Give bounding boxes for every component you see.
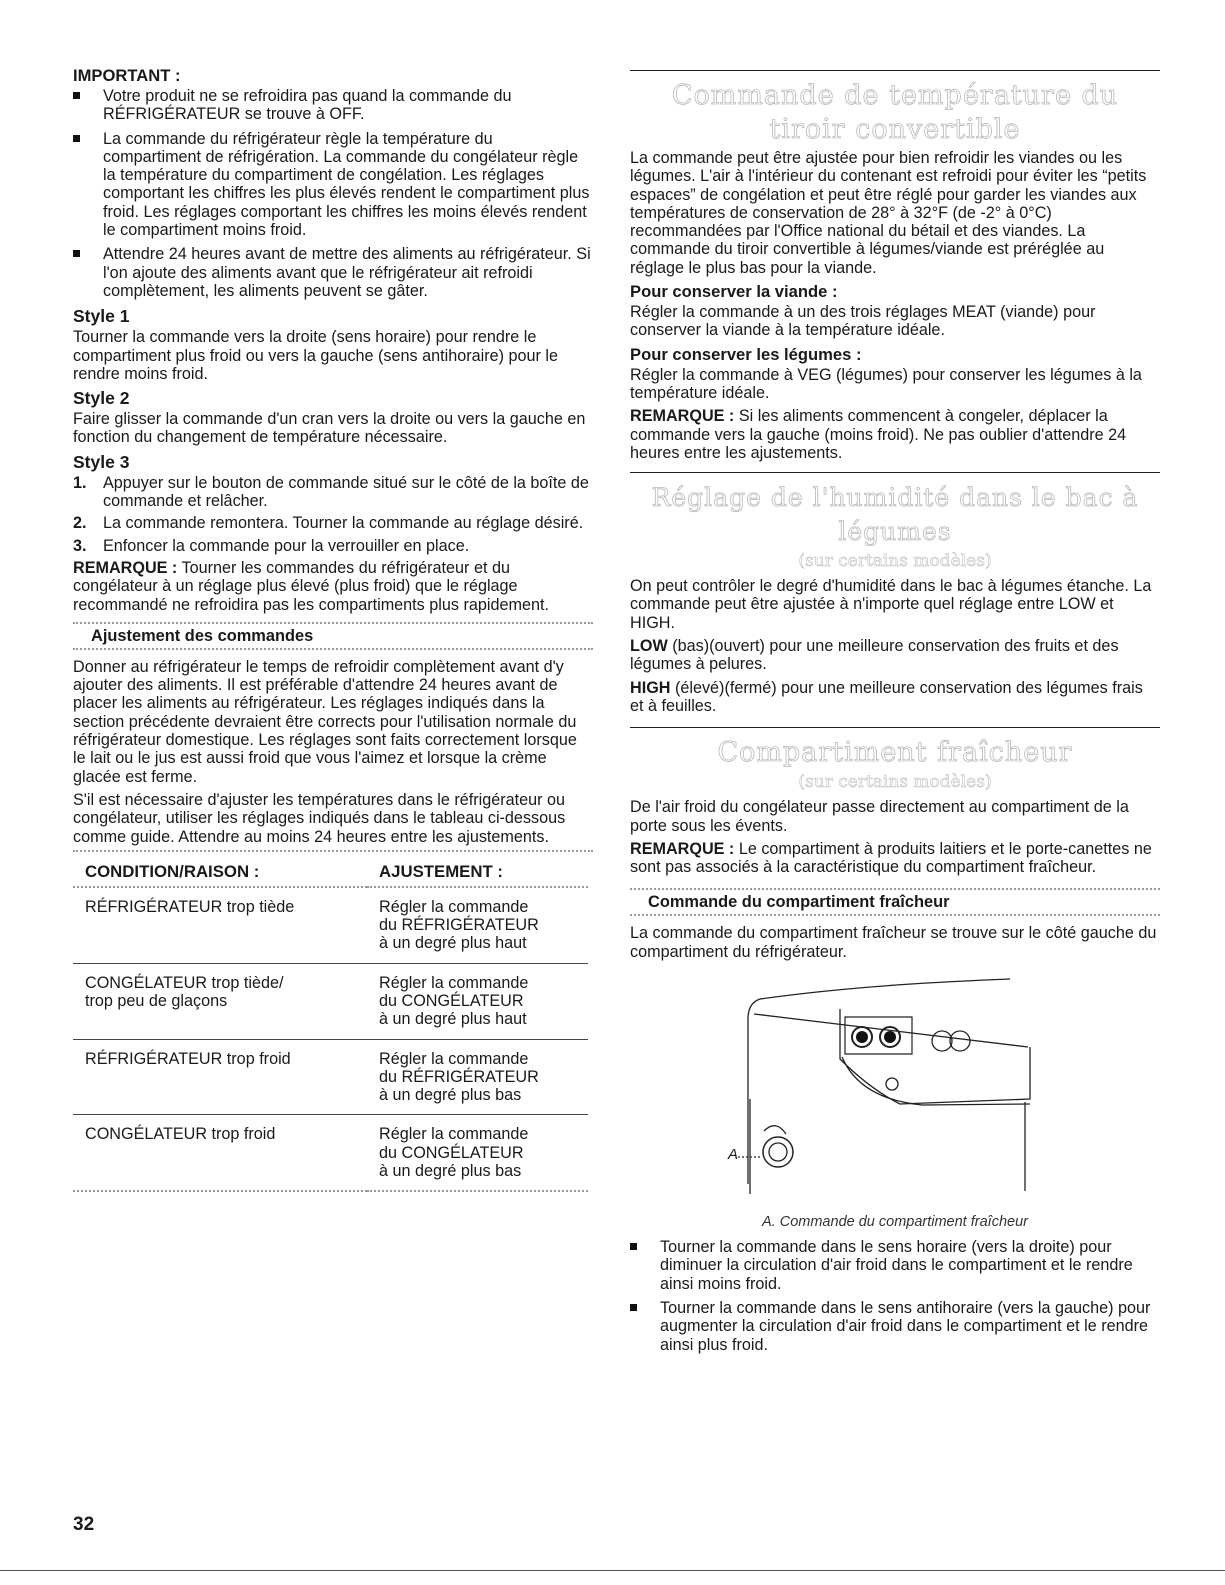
table-cell: CONGÉLATEUR trop froid [73,1115,367,1191]
page-bottom-rule [0,1570,1225,1571]
viande-heading: Pour conserver la viande : [630,282,838,302]
table-row [73,963,588,1039]
bullet-icon [73,92,80,99]
list-item: Attendre 24 heures avant de mettre des aliments au réfrigérateur. Si l'on ajoute des aliments avant que le réfrigérateur ait refroidi complètement, les aliments peuvent se gâter. [73,245,593,300]
list-item: La commande du réfrigérateur règle la température du compartiment de réfrigération. La commande du congélateur règle la température du compartiment de congélation. Les réglages comportant les chiffres les plus élevés rendent le compartiment plus froid. Les réglages comportant les chiffres les moins élevés rendent le compartiment moins froid. [73,130,593,240]
table-header-row [73,858,588,887]
legumes-text: Régler la commande à VEG (légumes) pour conserver les légumes à la température idéale. [630,365,1142,402]
section-rule [630,70,1160,71]
table-cell: Régler la commande du RÉFRIGÉRATEUR à un degré plus haut [367,887,588,963]
list-item: 3. Enfoncer la commande pour la verrouiller en place. [73,536,470,555]
list-item: 1. Appuyer sur le bouton de commande situé sur le côté de la boîte de commande et relâcher. [73,473,589,511]
section-title-humidite: Réglage de l'humidité dans le bac à légumes [651,483,1139,547]
bullet-icon [630,1243,637,1250]
fraicheur-bullets [630,1238,1160,1354]
style3-heading: Style 3 [73,451,130,472]
section-title-tiroir: Commande de température du tiroir convertible [671,80,1119,145]
table-cell: RÉFRIGÉRATEUR trop froid [73,1039,367,1115]
table-cell: RÉFRIGÉRATEUR trop tiède [73,887,367,963]
important-heading: IMPORTANT : [73,66,181,85]
section-rule [630,472,1160,473]
important-list [73,87,593,300]
left-column [73,66,593,1192]
legumes-heading: Pour conserver les légumes : [630,344,862,364]
figure-caption: A. Commande du compartiment fraîcheur [762,1214,1028,1231]
list-item: Tourner la commande dans le sens horaire (vers la droite) pour diminuer la circulation d'air froid dans le compartiment et le rendre ainsi moins froid. [630,1238,1160,1293]
tiroir-paragraph: La commande peut être ajustée pour bien refroidir les viandes ou les légumes. L'air à l'intérieur du contenant est refroidi pour éviter les “petits espaces” de congélation et peut être réglé pour garder les viandes aux températures de conservation de 28° à 32°F (de -2° à 0°C) recommandées par l'Office national du bétail et des viandes. La commande du tiroir convertible à légumes/viande est préréglée au réglage le plus bas pour la viande. [630,149,1147,277]
figure-label-a: A [728,1146,739,1164]
col-header-condition: CONDITION/RAISON : [73,858,367,887]
viande-text: Régler la commande à un des trois réglages MEAT (viande) pour conserver la viande à la température idéale. [630,303,1096,340]
adjustment-table [73,858,588,1193]
bullet-icon [73,135,80,142]
page-number: 32 [73,1514,95,1535]
table-row [73,1115,588,1191]
refrigerator-control-illustration [630,969,1150,1214]
col-header-ajustement: AJUSTEMENT : [367,858,588,887]
style3-steps [73,474,593,555]
style1-heading: Style 1 [73,306,130,327]
remarque-paragraph: REMARQUE : Le compartiment à produits laitiers et le porte-canettes ne sont pas associés à la caractéristique du compartiment fraîcheur. [630,839,1152,877]
style2-text: Faire glisser la commande d'un cran vers la droite ou vers la gauche en fonction du changement de température nécessaire. [73,410,586,447]
fraicheur-paragraph: De l'air froid du congélateur passe directement au compartiment de la porte sous les évents. [630,798,1129,835]
high-paragraph: HIGH (élevé)(fermé) pour une meilleure conservation des légumes frais et à feuilles. [630,678,1143,715]
style2-heading: Style 2 [73,388,130,409]
list-item: Tourner la commande dans le sens antihoraire (vers la gauche) pour augmenter la circulation d'air froid dans le compartiment et le rendre ainsi plus froid. [630,1299,1160,1354]
low-paragraph: LOW (bas)(ouvert) pour une meilleure conservation des fruits et des légumes à pelures. [630,637,1119,674]
style1-text: Tourner la commande vers la droite (sens horaire) pour rendre le compartiment plus froid ou vers la gauche (sens antihoraire) pour le rendre moins froid. [73,328,558,383]
list-item: 2. La commande remontera. Tourner la commande au réglage désiré. [73,514,584,533]
divider [73,850,593,852]
right-column [630,66,1160,1360]
list-item: Votre produit ne se refroidira pas quand la commande du RÉFRIGÉRATEUR se trouve à OFF. [73,87,593,124]
section-subtitle: (sur certains modèles) [798,772,992,793]
humidite-paragraph: On peut contrôler le degré d'humidité dans le bac à légumes étanche. La commande peut être ajustée à n'importe quel réglage entre LOW et HIGH. [630,577,1152,632]
divider [630,914,1160,916]
section-subtitle: (sur certains modèles) [798,551,992,572]
table-row [73,1039,588,1115]
bullet-icon [73,250,80,257]
remarque-paragraph: REMARQUE : Si les aliments commencent à congeler, déplacer la commande vers la gauche (moins froid). Ne pas oublier d'attendre 24 heures entre les ajustements. [630,407,1127,462]
table-cell: Régler la commande du CONGÉLATEUR à un degré plus haut [367,963,588,1039]
section-title-fraicheur: Compartiment fraîcheur [717,737,1073,769]
table-row [73,887,588,963]
remarque-paragraph: REMARQUE : Tourner les commandes du réfrigérateur et du congélateur à un réglage plus élevé (plus froid) que le réglage recommandé ne refroidira pas les compartiments plus rapidement. [73,558,549,614]
section-rule [630,727,1160,728]
ajust-heading: Ajustement des commandes [91,626,314,645]
fraicheur-control-figure [630,969,1150,1214]
cmd-text: La commande du compartiment fraîcheur se trouve sur le côté gauche du compartiment du réfrigérateur. [630,924,1157,961]
ajust-paragraph-1: Donner au réfrigérateur le temps de refroidir complètement avant d'y ajouter des aliments. Il est préférable d'attendre 24 heures avant de placer les aliments au réfrigérateur. Les réglages indiqués dans la section précédente devraient être corrects pour l'utilisation normale du réfrigérateur domestique. Les réglages sont faits correctement lorsque le lait ou le jus est aussi froid que vous l'aimez et lorsque la crème glacée est ferme. [73,657,577,786]
table-cell: Régler la commande du RÉFRIGÉRATEUR à un degré plus bas [367,1039,588,1115]
bullet-icon [630,1304,637,1311]
divider [73,648,593,650]
ajust-paragraph-2: S'il est nécessaire d'ajuster les températures dans le réfrigérateur ou congélateur, utiliser les réglages indiqués dans le tableau ci-dessous comme guide. Attendre au moins 24 heures entre les ajustements. [73,790,566,846]
table-cell: Régler la commande du CONGÉLATEUR à un degré plus bas [367,1115,588,1191]
table-cell: CONGÉLATEUR trop tiède/ trop peu de glaçons [73,963,367,1039]
cmd-heading: Commande du compartiment fraîcheur [648,893,950,912]
